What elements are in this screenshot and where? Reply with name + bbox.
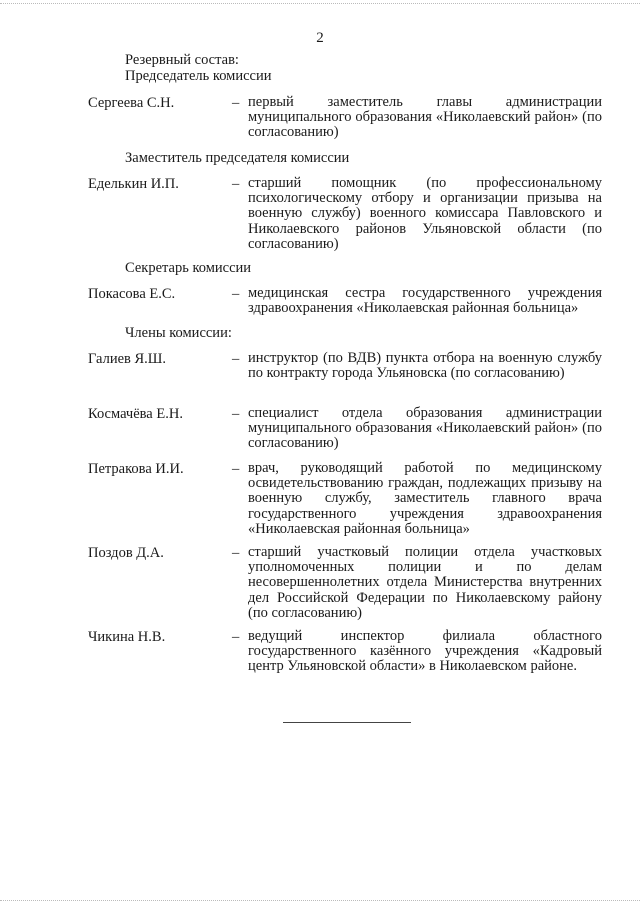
entry-name: Чикина Н.В. [88,629,166,645]
members-heading: Члены комиссии: [125,325,232,341]
entry-name: Галиев Я.Ш. [88,351,167,367]
entry-dash: – [232,545,240,561]
entry-name: Покасова Е.С. [88,286,176,302]
entry-name: Космачёва Е.Н. [88,406,183,422]
entry-description: первый заместитель главы администрации муниципального образования «Николаевский район» (по согласованию) [248,94,602,141]
entry-description: медицинская сестра государственного учреждения здравоохранения «Николаевская районная больница» [248,285,602,317]
secretary-heading: Секретарь комиссии [125,260,252,276]
scan-edge-bottom [0,900,640,901]
entry-name: Сергеева С.Н. [88,95,175,111]
entry-dash: – [232,176,240,192]
entry-description: специалист отдела образования администрации муниципального образования «Николаевский район» (по согласованию) [248,405,602,452]
entry-dash: – [232,461,240,477]
entry-dash: – [232,286,240,302]
entry-description: старший помощник (по профессиональному психологическому отбору и организации призыва на военную службу) военного комиссара Павловского и Николаевского районов Ульяновской области (по согласованию) [248,175,602,252]
entry-name: Еделькин И.П. [88,176,179,192]
entry-dash: – [232,406,240,422]
chairman-heading: Председатель комиссии [125,68,272,84]
entry-description: врач, руководящий работой по медицинскому освидетельствованию граждан, подлежащих призыву на военную службу, заместитель главного врача государственного учреждения здравоохранения «Николаевская районная больница» [248,460,602,537]
entry-dash: – [232,629,240,645]
entry-description: инструктор (по ВДВ) пункта отбора на военную службу по контракту города Ульяновска (по согласованию) [248,350,602,382]
page-number: 2 [316,30,324,46]
reserve-heading: Резервный состав: [125,52,239,68]
footer-rule [283,722,411,723]
entry-name: Петракова И.И. [88,461,184,477]
scan-edge-top [0,3,640,4]
vice-chairman-heading: Заместитель председателя комиссии [125,150,350,166]
entry-description: старший участковый полиции отдела участковых уполномоченных полиции и по делам несовершеннолетних отдела Министерства внутренних дел Российской Федерации по Николаевскому району (по согласованию) [248,544,602,621]
entry-dash: – [232,351,240,367]
entry-name: Поздов Д.А. [88,545,164,561]
entry-dash: – [232,95,240,111]
entry-description: ведущий инспектор филиала областного государственного казённого учреждения «Кадровый центр Ульяновской области» в Николаевском районе. [248,628,602,675]
